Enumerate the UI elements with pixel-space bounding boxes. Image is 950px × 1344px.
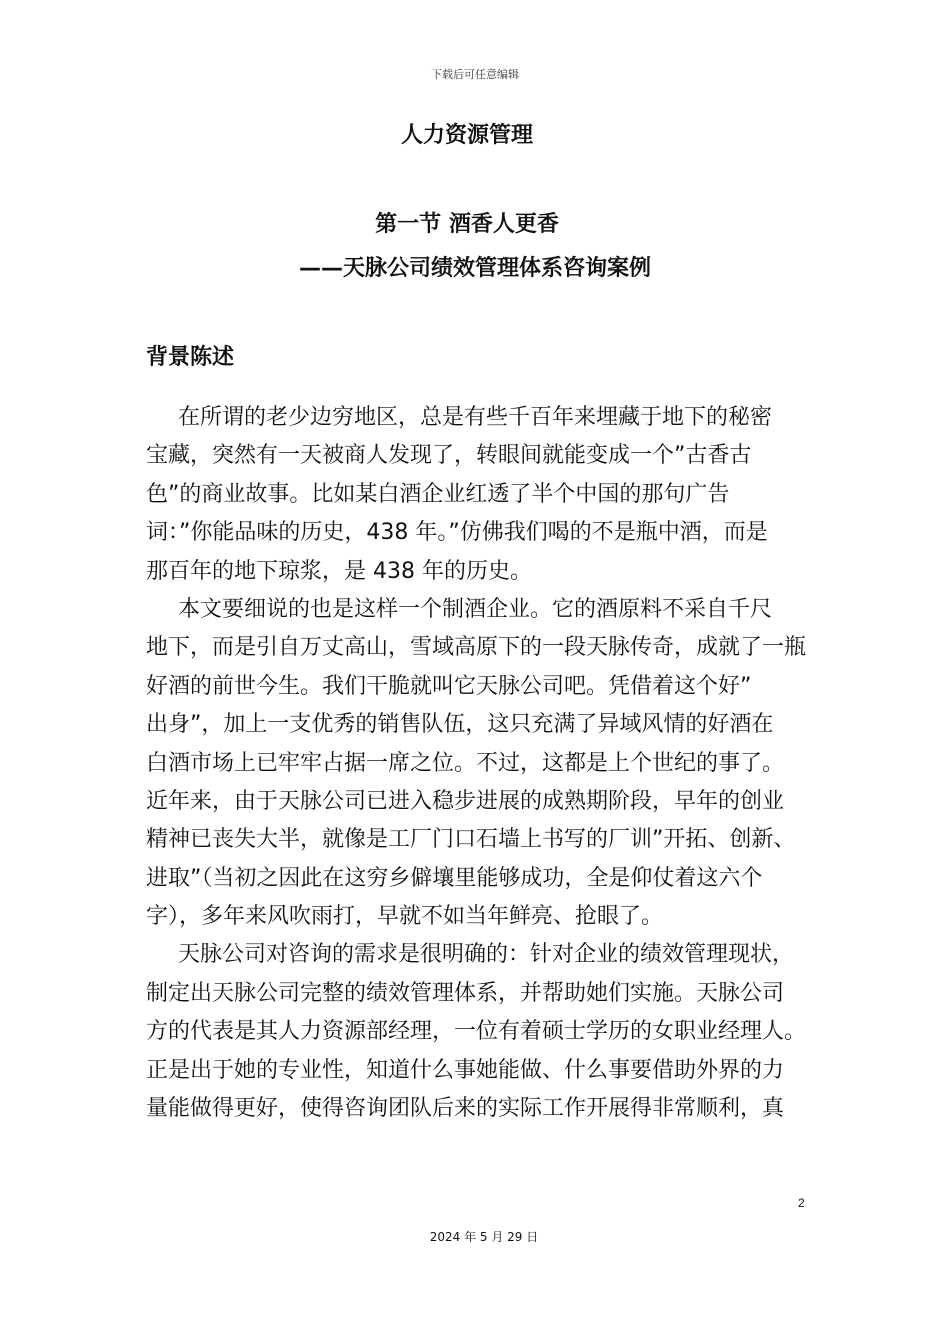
page-number: 2 [798, 1196, 805, 1210]
paragraph-1-line: 词：”你能品味的历史，438 年。”仿佛我们喝的不是瓶中酒，而是 [146, 520, 768, 546]
footer-date: 2024 年 5 月 29 日 [429, 1230, 539, 1244]
body-text [146, 399, 826, 1128]
paragraph-3-line: 量能做得更好，使得咨询团队后来的实际工作开展得非常顺利，真 [146, 1096, 785, 1122]
paragraph-1-line: 那百年的地下琼浆，是 438 年的历史。 [146, 558, 532, 584]
header-note: 下载后可任意编辑 [431, 68, 519, 81]
paragraph-2-line: 好酒的前世今生。我们干脆就叫它天脉公司吧。凭借着这个好” [146, 673, 752, 699]
paragraph-1-line: 色”的商业故事。比如某白酒企业红透了半个中国的那句广告 [146, 481, 730, 507]
paragraph-2-line: 出身”，加上一支优秀的销售队伍，这只充满了异域风情的好酒在 [146, 712, 774, 738]
paragraph-1-line: 宝藏，突然有一天被商人发现了，转眼间就能变成一个”古香古 [146, 443, 752, 469]
paragraph-2-line: 本文要细说的也是这样一个制酒企业。它的酒原料不采自千尺 [178, 596, 773, 622]
paragraph-1-line: 在所谓的老少边穷地区，总是有些千百年来埋藏于地下的秘密 [178, 405, 773, 430]
paragraph-2-line: 进取”（当初之因此在这穷乡僻壤里能够成功，全是仰仗着这六个 [146, 865, 763, 891]
section-subtitle: ——天脉公司绩效管理体系咨询案例 [298, 256, 651, 281]
paragraph-3-line: 制定出天脉公司完整的绩效管理体系，并帮助她们实施。天脉公司 [146, 980, 785, 1006]
paragraph-2-line: 字），多年来风吹雨打，早就不如当年鲜亮、抢眼了。 [146, 904, 664, 930]
document-title: 人力资源管理 [400, 123, 533, 148]
paragraph-3-line: 正是出于她的专业性，知道什么事她能做、什么事要借助外界的力 [146, 1057, 785, 1083]
paragraph-3-line: 天脉公司对咨询的需求是很明确的：针对企业的绩效管理现状， [178, 942, 795, 968]
paragraph-2-line: 精神已丧失大半，就像是工厂门口石墙上书写的厂训”开拓、创新、 [146, 827, 796, 853]
paragraph-2-line: 近年来，由于天脉公司已进入稳步进展的成熟期阶段，早年的创业 [146, 788, 785, 814]
paragraph-2-line: 地下，而是引自万丈高山，雪域高原下的一段天脉传奇，成就了一瓶 [146, 635, 807, 661]
paragraph-3-line: 方的代表是其人力资源部经理，一位有着硕士学历的女职业经理人。 [146, 1019, 807, 1045]
paragraph-2-line: 白酒市场上已牢牢占据一席之位。不过，这都是上个世纪的事了。 [146, 750, 785, 776]
section-title: 第一节 酒香人更香 [375, 212, 559, 237]
background-heading: 背景陈述 [146, 345, 235, 370]
